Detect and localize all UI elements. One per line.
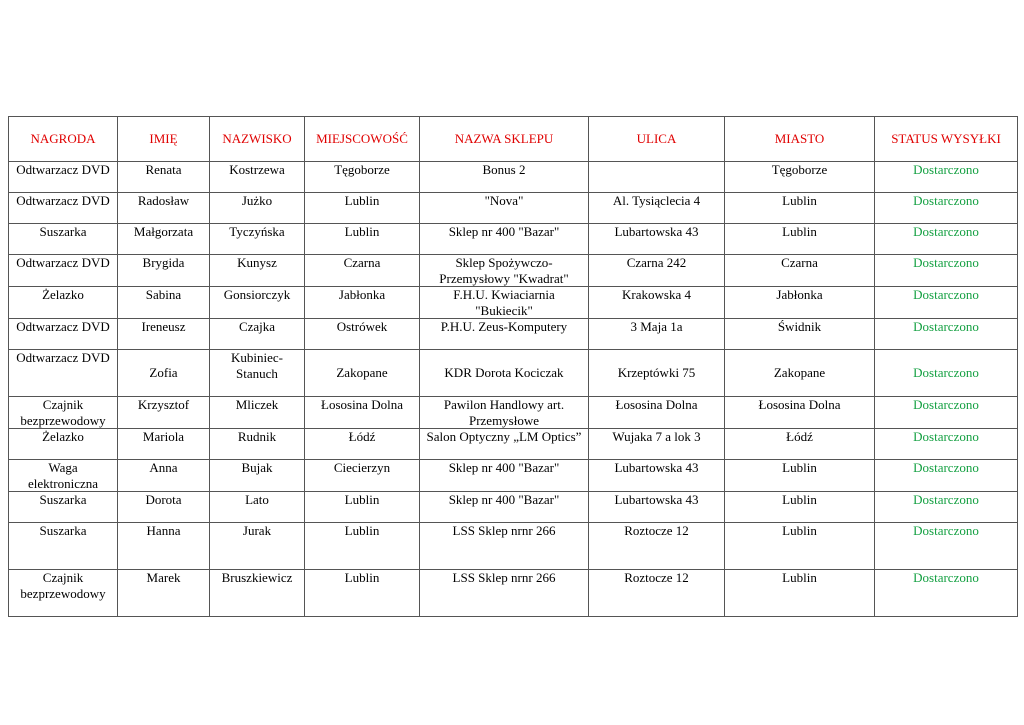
table-row bbox=[9, 523, 1018, 570]
shop-name-cell: KDR Dorota Kociczak bbox=[420, 350, 589, 397]
prize-cell: Czajnik bezprzewodowy bbox=[9, 397, 118, 429]
last-name-cell: Kostrzewa bbox=[210, 162, 305, 193]
status-cell: Dostarczono bbox=[875, 319, 1018, 350]
last-name-cell: Mliczek bbox=[210, 397, 305, 429]
first-name-cell: Zofia bbox=[118, 350, 210, 397]
city-cell: Czarna bbox=[725, 255, 875, 287]
first-name-cell: Brygida bbox=[118, 255, 210, 287]
street-cell bbox=[589, 162, 725, 193]
shop-name-cell: LSS Sklep nrnr 266 bbox=[420, 523, 589, 570]
locality-cell: Lublin bbox=[305, 523, 420, 570]
status-cell: Dostarczono bbox=[875, 523, 1018, 570]
header-cell: NAZWA SKLEPU bbox=[420, 117, 589, 162]
shop-name-cell: Sklep Spożywczo-Przemysłowy "Kwadrat" bbox=[420, 255, 589, 287]
prize-cell: Odtwarzacz DVD bbox=[9, 162, 118, 193]
shop-name-cell: Sklep nr 400 "Bazar" bbox=[420, 224, 589, 255]
last-name-cell: Bruszkiewicz bbox=[210, 570, 305, 617]
status-cell: Dostarczono bbox=[875, 570, 1018, 617]
city-cell: Świdnik bbox=[725, 319, 875, 350]
last-name-cell: Gonsiorczyk bbox=[210, 287, 305, 319]
header-cell: MIEJSCOWOŚĆ bbox=[305, 117, 420, 162]
street-cell: Czarna 242 bbox=[589, 255, 725, 287]
table-row bbox=[9, 224, 1018, 255]
street-cell: Lubartowska 43 bbox=[589, 460, 725, 492]
table-row bbox=[9, 397, 1018, 429]
prize-cell: Czajnik bezprzewodowy bbox=[9, 570, 118, 617]
header-cell: NAGRODA bbox=[9, 117, 118, 162]
table-row bbox=[9, 287, 1018, 319]
shop-name-cell: Sklep nr 400 "Bazar" bbox=[420, 492, 589, 523]
street-cell: 3 Maja 1a bbox=[589, 319, 725, 350]
locality-cell: Ciecierzyn bbox=[305, 460, 420, 492]
locality-cell: Lublin bbox=[305, 570, 420, 617]
status-cell: Dostarczono bbox=[875, 460, 1018, 492]
prize-cell: Suszarka bbox=[9, 224, 118, 255]
status-cell: Dostarczono bbox=[875, 224, 1018, 255]
shop-name-cell: Salon Optyczny „LM Optics” bbox=[420, 429, 589, 460]
prize-cell: Waga elektroniczna bbox=[9, 460, 118, 492]
locality-cell: Ostrówek bbox=[305, 319, 420, 350]
header-cell: NAZWISKO bbox=[210, 117, 305, 162]
city-cell: Łódź bbox=[725, 429, 875, 460]
city-cell: Lublin bbox=[725, 460, 875, 492]
locality-cell: Lublin bbox=[305, 492, 420, 523]
prize-cell: Żelazko bbox=[9, 429, 118, 460]
city-cell: Lublin bbox=[725, 492, 875, 523]
table-row bbox=[9, 255, 1018, 287]
locality-cell: Zakopane bbox=[305, 350, 420, 397]
last-name-cell: Czajka bbox=[210, 319, 305, 350]
header-cell: IMIĘ bbox=[118, 117, 210, 162]
status-cell: Dostarczono bbox=[875, 429, 1018, 460]
last-name-cell: Tyczyńska bbox=[210, 224, 305, 255]
city-cell: Jabłonka bbox=[725, 287, 875, 319]
locality-cell: Tęgoborze bbox=[305, 162, 420, 193]
status-cell: Dostarczono bbox=[875, 193, 1018, 224]
first-name-cell: Hanna bbox=[118, 523, 210, 570]
shop-name-cell: F.H.U. Kwiaciarnia "Bukiecik" bbox=[420, 287, 589, 319]
street-cell: Lubartowska 43 bbox=[589, 492, 725, 523]
header-cell: STATUS WYSYŁKI bbox=[875, 117, 1018, 162]
table-row bbox=[9, 429, 1018, 460]
last-name-cell: Kubiniec-Stanuch bbox=[210, 350, 305, 397]
status-cell: Dostarczono bbox=[875, 287, 1018, 319]
locality-cell: Jabłonka bbox=[305, 287, 420, 319]
prize-shipment-table bbox=[8, 116, 1018, 617]
first-name-cell: Radosław bbox=[118, 193, 210, 224]
street-cell: Krakowska 4 bbox=[589, 287, 725, 319]
prize-cell: Odtwarzacz DVD bbox=[9, 193, 118, 224]
shop-name-cell: "Nova" bbox=[420, 193, 589, 224]
status-cell: Dostarczono bbox=[875, 397, 1018, 429]
last-name-cell: Jurak bbox=[210, 523, 305, 570]
street-cell: Roztocze 12 bbox=[589, 523, 725, 570]
first-name-cell: Małgorzata bbox=[118, 224, 210, 255]
table-row bbox=[9, 162, 1018, 193]
shop-name-cell: Bonus 2 bbox=[420, 162, 589, 193]
first-name-cell: Sabina bbox=[118, 287, 210, 319]
table-body bbox=[9, 162, 1018, 617]
street-cell: Wujaka 7 a lok 3 bbox=[589, 429, 725, 460]
header-row bbox=[9, 117, 1018, 162]
status-cell: Dostarczono bbox=[875, 492, 1018, 523]
header-cell: ULICA bbox=[589, 117, 725, 162]
shop-name-cell: Sklep nr 400 "Bazar" bbox=[420, 460, 589, 492]
shop-name-cell: LSS Sklep nrnr 266 bbox=[420, 570, 589, 617]
last-name-cell: Lato bbox=[210, 492, 305, 523]
table-row bbox=[9, 350, 1018, 397]
first-name-cell: Renata bbox=[118, 162, 210, 193]
status-cell: Dostarczono bbox=[875, 162, 1018, 193]
shop-name-cell: P.H.U. Zeus-Komputery bbox=[420, 319, 589, 350]
status-cell: Dostarczono bbox=[875, 255, 1018, 287]
city-cell: Łososina Dolna bbox=[725, 397, 875, 429]
table-row bbox=[9, 570, 1018, 617]
street-cell: Al. Tysiąclecia 4 bbox=[589, 193, 725, 224]
first-name-cell: Ireneusz bbox=[118, 319, 210, 350]
city-cell: Lublin bbox=[725, 570, 875, 617]
street-cell: Krzeptówki 75 bbox=[589, 350, 725, 397]
city-cell: Tęgoborze bbox=[725, 162, 875, 193]
table-row bbox=[9, 460, 1018, 492]
table-row bbox=[9, 492, 1018, 523]
first-name-cell: Anna bbox=[118, 460, 210, 492]
locality-cell: Lublin bbox=[305, 224, 420, 255]
street-cell: Lubartowska 43 bbox=[589, 224, 725, 255]
prize-cell: Odtwarzacz DVD bbox=[9, 255, 118, 287]
table-row bbox=[9, 193, 1018, 224]
prize-cell: Odtwarzacz DVD bbox=[9, 350, 118, 397]
locality-cell: Łódź bbox=[305, 429, 420, 460]
last-name-cell: Jużko bbox=[210, 193, 305, 224]
locality-cell: Lublin bbox=[305, 193, 420, 224]
first-name-cell: Mariola bbox=[118, 429, 210, 460]
prize-cell: Żelazko bbox=[9, 287, 118, 319]
street-cell: Łososina Dolna bbox=[589, 397, 725, 429]
city-cell: Lublin bbox=[725, 523, 875, 570]
shipment-status-sheet bbox=[8, 116, 1018, 617]
last-name-cell: Rudnik bbox=[210, 429, 305, 460]
prize-cell: Odtwarzacz DVD bbox=[9, 319, 118, 350]
last-name-cell: Kunysz bbox=[210, 255, 305, 287]
header-cell: MIASTO bbox=[725, 117, 875, 162]
city-cell: Lublin bbox=[725, 193, 875, 224]
first-name-cell: Marek bbox=[118, 570, 210, 617]
prize-cell: Suszarka bbox=[9, 492, 118, 523]
street-cell: Roztocze 12 bbox=[589, 570, 725, 617]
table-row bbox=[9, 319, 1018, 350]
shop-name-cell: Pawilon Handlowy art. Przemysłowe bbox=[420, 397, 589, 429]
first-name-cell: Krzysztof bbox=[118, 397, 210, 429]
city-cell: Lublin bbox=[725, 224, 875, 255]
locality-cell: Czarna bbox=[305, 255, 420, 287]
city-cell: Zakopane bbox=[725, 350, 875, 397]
prize-cell: Suszarka bbox=[9, 523, 118, 570]
last-name-cell: Bujak bbox=[210, 460, 305, 492]
locality-cell: Łososina Dolna bbox=[305, 397, 420, 429]
first-name-cell: Dorota bbox=[118, 492, 210, 523]
status-cell: Dostarczono bbox=[875, 350, 1018, 397]
